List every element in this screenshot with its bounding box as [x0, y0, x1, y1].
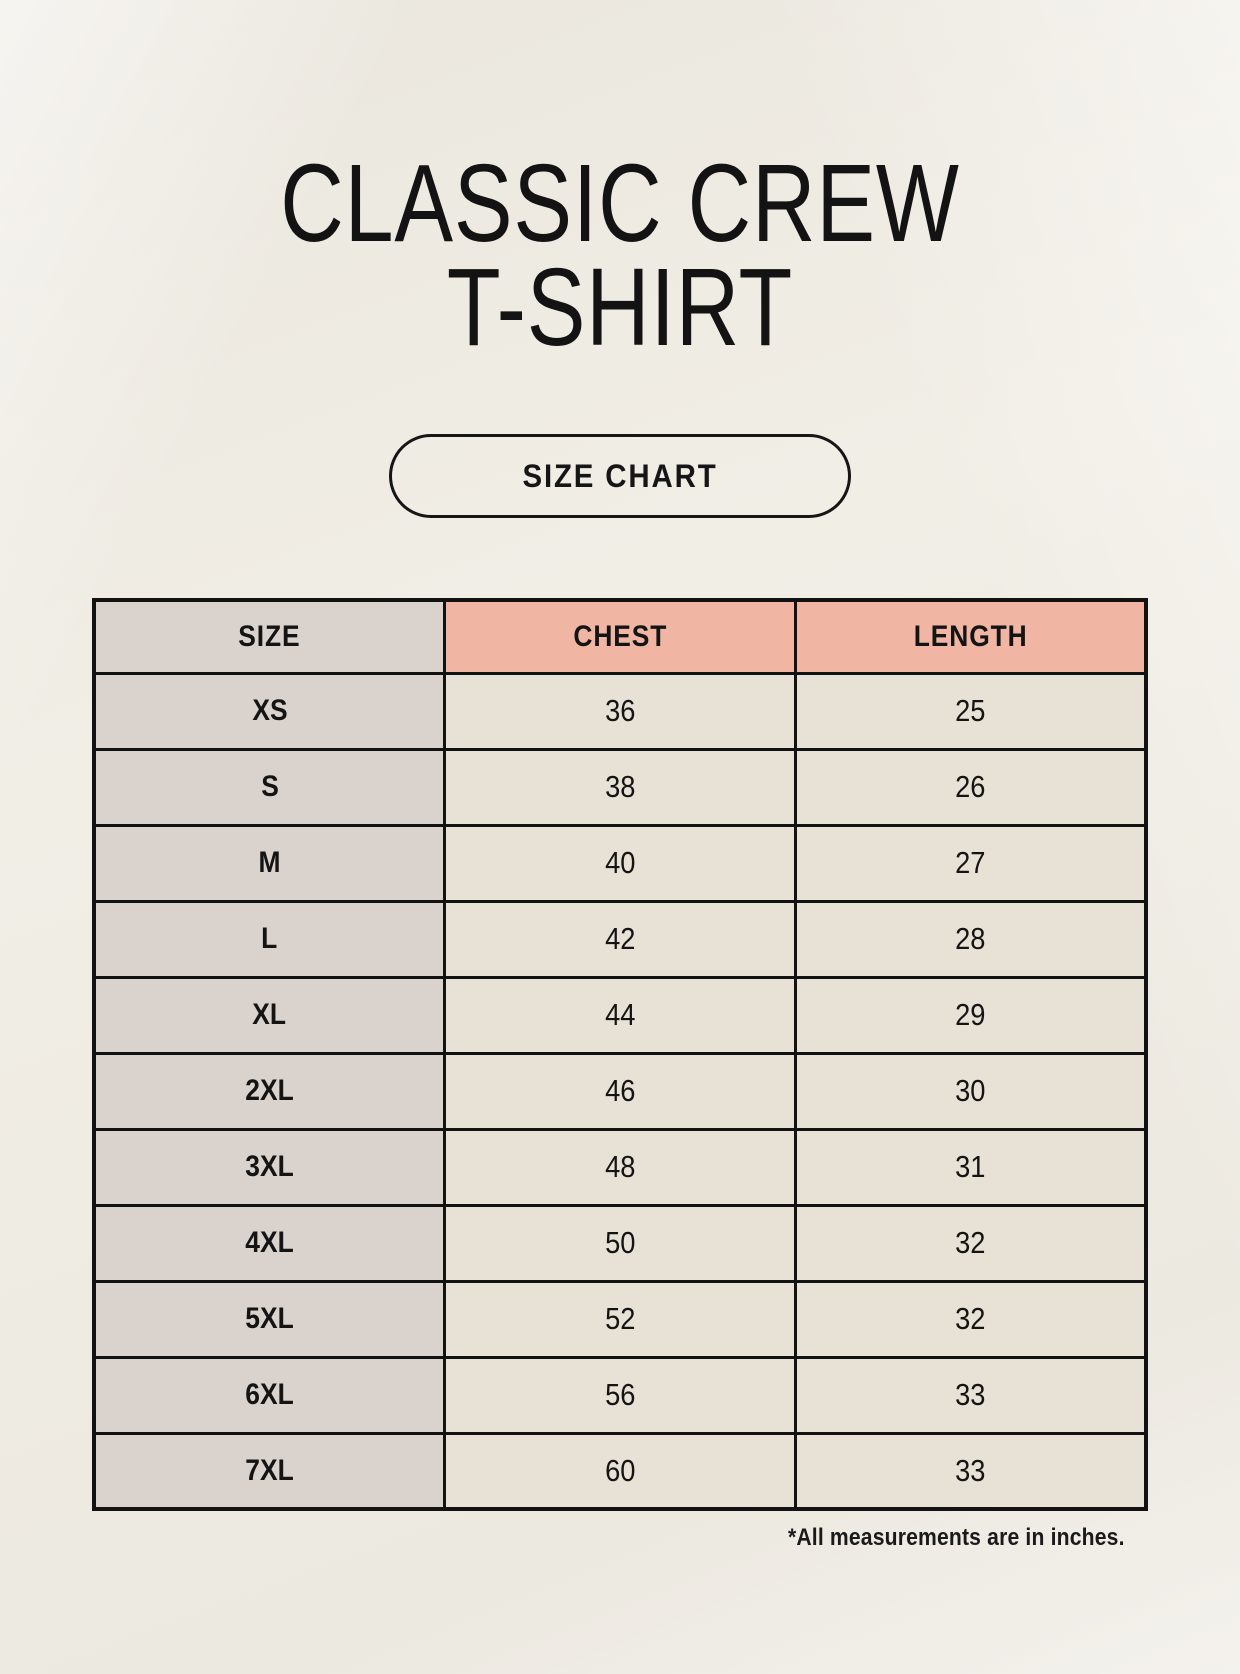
length-cell: 27: [795, 825, 1146, 901]
chest-cell: 60: [445, 1433, 796, 1509]
page-title-line-2: T-SHIRT: [446, 246, 794, 370]
chest-cell: 52: [445, 1281, 796, 1357]
page-header: [0, 74, 1240, 519]
size-cell: M: [94, 825, 445, 901]
size-chart-table: [92, 598, 1148, 1511]
size-cell: 6XL: [94, 1357, 445, 1433]
size-cell: 2XL: [94, 1053, 445, 1129]
size-cell: 5XL: [94, 1281, 445, 1357]
table-header-row: [94, 600, 1146, 673]
size-cell: S: [94, 749, 445, 825]
table-row: [94, 1205, 1146, 1281]
column-header-chest: CHEST: [445, 600, 796, 673]
table-row: [94, 1433, 1146, 1509]
page-title-line-1: CLASSIC CREW: [280, 141, 960, 265]
size-cell: L: [94, 901, 445, 977]
length-cell: 33: [795, 1357, 1146, 1433]
size-cell: 7XL: [94, 1433, 445, 1509]
length-cell: 30: [795, 1053, 1146, 1129]
table-row: [94, 825, 1146, 901]
size-chart-button[interactable]: [389, 434, 851, 518]
length-cell: 32: [795, 1205, 1146, 1281]
chest-cell: 50: [445, 1205, 796, 1281]
size-cell: 4XL: [94, 1205, 445, 1281]
table-row: [94, 977, 1146, 1053]
size-cell: XL: [94, 977, 445, 1053]
size-cell: 3XL: [94, 1129, 445, 1205]
length-cell: 25: [795, 673, 1146, 749]
chest-cell: 42: [445, 901, 796, 977]
measurements-footnote-text: *All measurements are in inches.: [788, 1524, 1126, 1552]
size-chart-section: [0, 598, 1240, 1552]
table-body: [94, 673, 1146, 1509]
length-cell: 33: [795, 1433, 1146, 1509]
table-row: [94, 1357, 1146, 1433]
chest-cell: 46: [445, 1053, 796, 1129]
column-header-size: SIZE: [94, 600, 445, 673]
table-row: [94, 901, 1146, 977]
page-title: [0, 74, 1240, 370]
chest-cell: 36: [445, 673, 796, 749]
chest-cell: 44: [445, 977, 796, 1053]
size-cell: XS: [94, 673, 445, 749]
chest-cell: 48: [445, 1129, 796, 1205]
size-chart-button-label: SIZE CHART: [522, 457, 718, 494]
table-row: [94, 1053, 1146, 1129]
length-cell: 32: [795, 1281, 1146, 1357]
length-cell: 31: [795, 1129, 1146, 1205]
table-row: [94, 673, 1146, 749]
length-cell: 26: [795, 749, 1146, 825]
table-row: [94, 1129, 1146, 1205]
column-header-length: LENGTH: [795, 600, 1146, 673]
length-cell: 29: [795, 977, 1146, 1053]
chest-cell: 40: [445, 825, 796, 901]
chest-cell: 38: [445, 749, 796, 825]
table-row: [94, 1281, 1146, 1357]
table-head: [94, 600, 1146, 673]
length-cell: 28: [795, 901, 1146, 977]
measurements-footnote: [92, 1524, 1148, 1552]
chest-cell: 56: [445, 1357, 796, 1433]
table-row: [94, 749, 1146, 825]
